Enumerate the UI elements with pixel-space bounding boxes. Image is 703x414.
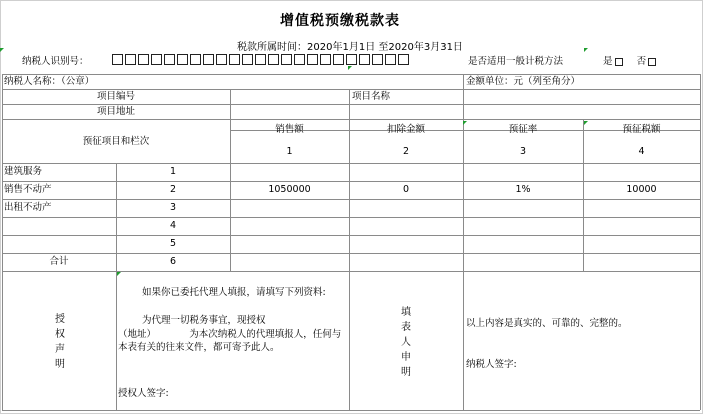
col-num-3: 3 — [519, 146, 527, 157]
auth-text-2: 为代理一切税务事宜，现授权 — [142, 315, 266, 326]
form-title: 增值税预缴税款表 — [280, 13, 400, 29]
sales-amount-cell[interactable]: 1050000 — [268, 184, 311, 195]
auth-signature-label: 授权人签字: — [118, 388, 169, 399]
row-label-total: 合计 — [49, 256, 69, 267]
project-address-label: 项目地址 — [96, 106, 135, 117]
auth-declaration-label: 授权声明 — [55, 314, 65, 370]
amount-unit-label: 金额单位：元（列至角分） — [466, 76, 581, 87]
auth-text-3: （地址） 为本次纳税人的代理填报人，任何与本表有关的往来文件，都可寄予此人。 — [118, 329, 342, 353]
filler-declaration-label: 填表人申明 — [401, 307, 411, 378]
declaration-text: 以上内容是真实的、可靠的、完整的。 — [466, 318, 628, 329]
yes-label: 是 — [603, 56, 613, 67]
row-num-3: 3 — [169, 202, 177, 213]
yes-checkbox[interactable] — [615, 58, 623, 66]
prepay-rate-cell[interactable]: 1% — [515, 184, 531, 195]
tax-period: 税款所属时间：2020年1月1日 至2020年3月31日 — [237, 42, 463, 53]
row-num-6: 6 — [169, 256, 177, 267]
section-label: 预征项目和栏次 — [82, 136, 150, 147]
no-label: 否 — [636, 56, 647, 67]
taxpayer-id-label: 纳税人识别号： — [22, 56, 89, 67]
col-rate-header: 预征率 — [508, 124, 538, 135]
col-tax-header: 预征税额 — [622, 124, 661, 135]
row-label-rent-property: 出租不动产 — [4, 202, 52, 213]
row-label-sale-property: 销售不动产 — [4, 184, 52, 195]
deduct-amount-cell[interactable]: 0 — [402, 184, 410, 195]
col-num-4: 4 — [638, 146, 645, 157]
col-sales-header: 销售额 — [275, 124, 304, 135]
general-method-options[interactable] — [603, 56, 658, 68]
col-num-2: 2 — [402, 146, 410, 157]
row-num-5: 5 — [169, 238, 177, 249]
auth-text-1: 如果你已委托代理人填报，请填写下列资料: — [142, 287, 326, 298]
col-num-1: 1 — [286, 146, 293, 157]
project-name-label: 项目名称 — [352, 91, 391, 102]
prepay-tax-cell[interactable]: 10000 — [626, 184, 657, 195]
no-checkbox[interactable] — [648, 58, 656, 66]
taxpayer-id-boxes[interactable] — [112, 54, 411, 65]
col-deduct-header: 扣除金额 — [386, 124, 425, 135]
row-num-4: 4 — [169, 220, 177, 231]
row-label-construction: 建筑服务 — [4, 166, 43, 177]
row-num-2: 2 — [169, 184, 177, 195]
taxpayer-signature-label: 纳税人签字: — [466, 359, 517, 370]
project-number-label: 项目编号 — [96, 91, 135, 102]
row-num-1: 1 — [169, 166, 177, 177]
taxpayer-name-label: 纳税人名称：（公章） — [4, 76, 95, 87]
general-method-question: 是否适用一般计税方法 — [468, 56, 564, 67]
